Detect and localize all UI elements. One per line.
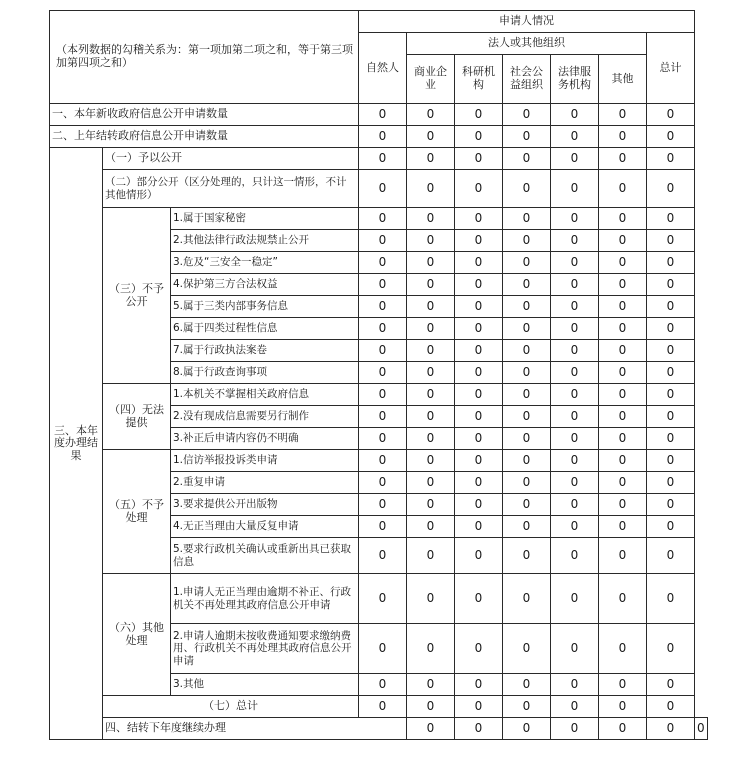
value-cell: 0: [455, 494, 503, 516]
value-cell: 0: [551, 252, 599, 274]
value-cell: 0: [503, 472, 551, 494]
value-cell: 0: [359, 148, 407, 170]
item-label: 3.要求提供公开出版物: [171, 494, 359, 516]
value-cell: 0: [503, 148, 551, 170]
value-cell: 0: [407, 148, 455, 170]
value-cell: 0: [407, 274, 455, 296]
value-cell: 0: [599, 428, 647, 450]
value-cell: 0: [647, 472, 695, 494]
value-cell: 0: [407, 538, 455, 574]
group-label-g4: （四）无法提供: [103, 384, 171, 450]
value-cell: 0: [599, 516, 647, 538]
value-cell: 0: [359, 624, 407, 674]
value-cell: 0: [455, 148, 503, 170]
value-cell: 0: [647, 574, 695, 624]
value-cell: 0: [551, 104, 599, 126]
value-cell: 0: [599, 104, 647, 126]
value-cell: 0: [359, 170, 407, 208]
value-cell: 0: [455, 170, 503, 208]
header-business: 商业企业: [407, 55, 455, 104]
value-cell: 0: [503, 574, 551, 624]
value-cell: 0: [551, 516, 599, 538]
value-cell: 0: [455, 208, 503, 230]
value-cell: 0: [455, 318, 503, 340]
value-cell: 0: [359, 384, 407, 406]
table-row: [50, 450, 708, 472]
value-cell: 0: [503, 674, 551, 696]
value-cell: 0: [551, 126, 599, 148]
value-cell: 0: [455, 252, 503, 274]
value-cell: 0: [647, 104, 695, 126]
value-cell: 0: [359, 296, 407, 318]
value-cell: 0: [455, 450, 503, 472]
value-cell: 0: [407, 296, 455, 318]
value-cell: 0: [359, 340, 407, 362]
value-cell: 0: [599, 406, 647, 428]
header-applicant: 申请人情况: [359, 11, 695, 33]
table-row: [50, 574, 708, 624]
value-cell: 0: [647, 252, 695, 274]
value-cell: 0: [359, 274, 407, 296]
value-cell: 0: [503, 362, 551, 384]
header-other: 其他: [599, 55, 647, 104]
item-label: 2.没有现成信息需要另行制作: [171, 406, 359, 428]
item-label: 1.申请人无正当理由逾期不补正、行政机关不再处理其政府信息公开申请: [171, 574, 359, 624]
value-cell: 0: [503, 494, 551, 516]
value-cell: 0: [503, 624, 551, 674]
value-cell: 0: [647, 696, 695, 718]
value-cell: 0: [599, 170, 647, 208]
value-cell: 0: [647, 318, 695, 340]
row-label-new-requests: 一、本年新收政府信息公开申请数量: [50, 104, 359, 126]
value-cell: 0: [647, 674, 695, 696]
value-cell: 0: [599, 296, 647, 318]
value-cell: 0: [359, 208, 407, 230]
value-cell: 0: [551, 450, 599, 472]
value-cell: 0: [359, 104, 407, 126]
value-cell: 0: [647, 406, 695, 428]
value-cell: 0: [455, 126, 503, 148]
value-cell: 0: [455, 296, 503, 318]
value-cell: 0: [407, 450, 455, 472]
value-cell: 0: [407, 718, 455, 740]
value-cell: 0: [551, 296, 599, 318]
value-cell: 0: [647, 340, 695, 362]
value-cell: 0: [359, 126, 407, 148]
value-cell: 0: [455, 696, 503, 718]
header-social: 社会公益组织: [503, 55, 551, 104]
value-cell: 0: [407, 384, 455, 406]
value-cell: 0: [407, 318, 455, 340]
value-cell: 0: [551, 696, 599, 718]
value-cell: 0: [599, 574, 647, 624]
value-cell: 0: [503, 252, 551, 274]
table-row: [50, 104, 708, 126]
item-label: 1.信访举报投诉类申请: [171, 450, 359, 472]
header-note: （本列数据的勾稽关系为：第一项加第二项之和，等于第三项加第四项之和）: [50, 11, 359, 104]
value-cell: 0: [503, 696, 551, 718]
value-cell: 0: [407, 494, 455, 516]
table-row: [50, 170, 708, 208]
group-label-total: （七）总计: [103, 696, 359, 718]
value-cell: 0: [551, 538, 599, 574]
group-label-g3: （三）不予公开: [103, 208, 171, 384]
value-cell: 0: [647, 208, 695, 230]
value-cell: 0: [647, 450, 695, 472]
value-cell: 0: [359, 450, 407, 472]
value-cell: 0: [455, 674, 503, 696]
disclosure-statistics-table: [49, 10, 708, 740]
header-research: 科研机构: [455, 55, 503, 104]
value-cell: 0: [455, 104, 503, 126]
value-cell: 0: [407, 674, 455, 696]
value-cell: 0: [647, 624, 695, 674]
value-cell: 0: [455, 516, 503, 538]
header-legal-service: 法律服务机构: [551, 55, 599, 104]
value-cell: 0: [455, 362, 503, 384]
value-cell: 0: [503, 170, 551, 208]
value-cell: 0: [551, 230, 599, 252]
table-row: [50, 384, 708, 406]
value-cell: 0: [647, 384, 695, 406]
value-cell: 0: [551, 718, 599, 740]
row-label-carried-over: 二、上年结转政府信息公开申请数量: [50, 126, 359, 148]
value-cell: 0: [599, 384, 647, 406]
value-cell: 0: [407, 406, 455, 428]
value-cell: 0: [503, 428, 551, 450]
value-cell: 0: [647, 538, 695, 574]
group-label-g6: （六）其他处理: [103, 574, 171, 696]
value-cell: 0: [407, 696, 455, 718]
header-legal-entity: 法人或其他组织: [407, 33, 647, 55]
header-total: 总计: [647, 33, 695, 104]
value-cell: 0: [359, 472, 407, 494]
item-label: 3.其他: [171, 674, 359, 696]
item-label: 3.补正后申请内容仍不明确: [171, 428, 359, 450]
value-cell: 0: [599, 538, 647, 574]
value-cell: 0: [359, 494, 407, 516]
value-cell: 0: [503, 318, 551, 340]
value-cell: 0: [599, 472, 647, 494]
table-row: [50, 696, 708, 718]
value-cell: 0: [647, 274, 695, 296]
value-cell: 0: [647, 296, 695, 318]
value-cell: 0: [455, 406, 503, 428]
value-cell: 0: [503, 104, 551, 126]
value-cell: 0: [503, 230, 551, 252]
value-cell: 0: [503, 406, 551, 428]
value-cell: 0: [503, 718, 551, 740]
item-label: 2.其他法律行政法规禁止公开: [171, 230, 359, 252]
value-cell: 0: [407, 574, 455, 624]
table-row: [50, 718, 708, 740]
value-cell: 0: [407, 624, 455, 674]
value-cell: 0: [503, 274, 551, 296]
value-cell: 0: [551, 148, 599, 170]
value-cell: 0: [551, 362, 599, 384]
value-cell: 0: [551, 340, 599, 362]
item-label: 6.属于四类过程性信息: [171, 318, 359, 340]
value-cell: 0: [503, 340, 551, 362]
value-cell: 0: [551, 384, 599, 406]
table-row: [50, 148, 708, 170]
value-cell: 0: [647, 170, 695, 208]
item-label: 1.属于国家秘密: [171, 208, 359, 230]
value-cell: 0: [599, 208, 647, 230]
value-cell: 0: [599, 718, 647, 740]
value-cell: 0: [551, 624, 599, 674]
value-cell: 0: [455, 624, 503, 674]
value-cell: 0: [455, 574, 503, 624]
value-cell: 0: [407, 472, 455, 494]
item-label: 2.重复申请: [171, 472, 359, 494]
value-cell: 0: [359, 318, 407, 340]
value-cell: 0: [503, 384, 551, 406]
value-cell: 0: [599, 362, 647, 384]
value-cell: 0: [647, 148, 695, 170]
value-cell: 0: [647, 718, 695, 740]
value-cell: 0: [407, 208, 455, 230]
value-cell: 0: [647, 230, 695, 252]
value-cell: 0: [551, 674, 599, 696]
value-cell: 0: [407, 340, 455, 362]
group-label-partial: （二）部分公开（区分处理的，只计这一情形，不计其他情形）: [103, 170, 359, 208]
value-cell: 0: [503, 126, 551, 148]
value-cell: 0: [359, 230, 407, 252]
value-cell: 0: [359, 362, 407, 384]
value-cell: 0: [455, 718, 503, 740]
value-cell: 0: [359, 428, 407, 450]
value-cell: 0: [359, 538, 407, 574]
value-cell: 0: [455, 230, 503, 252]
value-cell: 0: [455, 340, 503, 362]
item-label: 4.保护第三方合法权益: [171, 274, 359, 296]
value-cell: 0: [407, 252, 455, 274]
value-cell: 0: [359, 406, 407, 428]
item-label: 7.属于行政执法案卷: [171, 340, 359, 362]
value-cell: 0: [551, 406, 599, 428]
value-cell: 0: [551, 472, 599, 494]
value-cell: 0: [503, 538, 551, 574]
value-cell: 0: [455, 472, 503, 494]
value-cell: 0: [599, 340, 647, 362]
value-cell: 0: [359, 574, 407, 624]
value-cell: 0: [407, 428, 455, 450]
value-cell: 0: [407, 516, 455, 538]
value-cell: 0: [503, 296, 551, 318]
group-label-g5: （五）不予处理: [103, 450, 171, 574]
value-cell: 0: [647, 428, 695, 450]
value-cell: 0: [407, 170, 455, 208]
value-cell: 0: [695, 718, 708, 740]
value-cell: 0: [647, 126, 695, 148]
value-cell: 0: [599, 148, 647, 170]
value-cell: 0: [647, 494, 695, 516]
value-cell: 0: [599, 494, 647, 516]
value-cell: 0: [599, 126, 647, 148]
value-cell: 0: [599, 230, 647, 252]
value-cell: 0: [359, 516, 407, 538]
value-cell: 0: [503, 516, 551, 538]
item-label: 1.本机关不掌握相关政府信息: [171, 384, 359, 406]
value-cell: 0: [359, 696, 407, 718]
value-cell: 0: [599, 674, 647, 696]
value-cell: 0: [599, 318, 647, 340]
item-label: 3.危及“三安全一稳定”: [171, 252, 359, 274]
value-cell: 0: [359, 674, 407, 696]
item-label: 4.无正当理由大量反复申请: [171, 516, 359, 538]
value-cell: 0: [503, 208, 551, 230]
value-cell: 0: [551, 170, 599, 208]
value-cell: 0: [359, 252, 407, 274]
value-cell: 0: [407, 126, 455, 148]
value-cell: 0: [551, 574, 599, 624]
table-row: [50, 126, 708, 148]
value-cell: 0: [647, 362, 695, 384]
value-cell: 0: [599, 252, 647, 274]
header-natural-person: 自然人: [359, 33, 407, 104]
value-cell: 0: [551, 494, 599, 516]
item-label: 5.要求行政机关确认或重新出具已获取信息: [171, 538, 359, 574]
table-row: [50, 208, 708, 230]
value-cell: 0: [551, 208, 599, 230]
value-cell: 0: [407, 230, 455, 252]
value-cell: 0: [551, 274, 599, 296]
value-cell: 0: [599, 450, 647, 472]
item-label: 5.属于三类内部事务信息: [171, 296, 359, 318]
value-cell: 0: [503, 450, 551, 472]
item-label: 8.属于行政查询事项: [171, 362, 359, 384]
section-label-results: 三、本年度办理结果: [50, 148, 103, 740]
row-label-carry-forward: 四、结转下年度继续办理: [103, 718, 407, 740]
value-cell: 0: [455, 538, 503, 574]
value-cell: 0: [455, 274, 503, 296]
value-cell: 0: [455, 428, 503, 450]
value-cell: 0: [551, 318, 599, 340]
item-label: 2.申请人逾期未按收费通知要求缴纳费用、行政机关不再处理其政府信息公开申请: [171, 624, 359, 674]
value-cell: 0: [455, 384, 503, 406]
value-cell: 0: [599, 624, 647, 674]
value-cell: 0: [407, 104, 455, 126]
value-cell: 0: [599, 274, 647, 296]
group-label-disclosed: （一）予以公开: [103, 148, 359, 170]
value-cell: 0: [647, 516, 695, 538]
value-cell: 0: [551, 428, 599, 450]
value-cell: 0: [407, 362, 455, 384]
value-cell: 0: [599, 696, 647, 718]
